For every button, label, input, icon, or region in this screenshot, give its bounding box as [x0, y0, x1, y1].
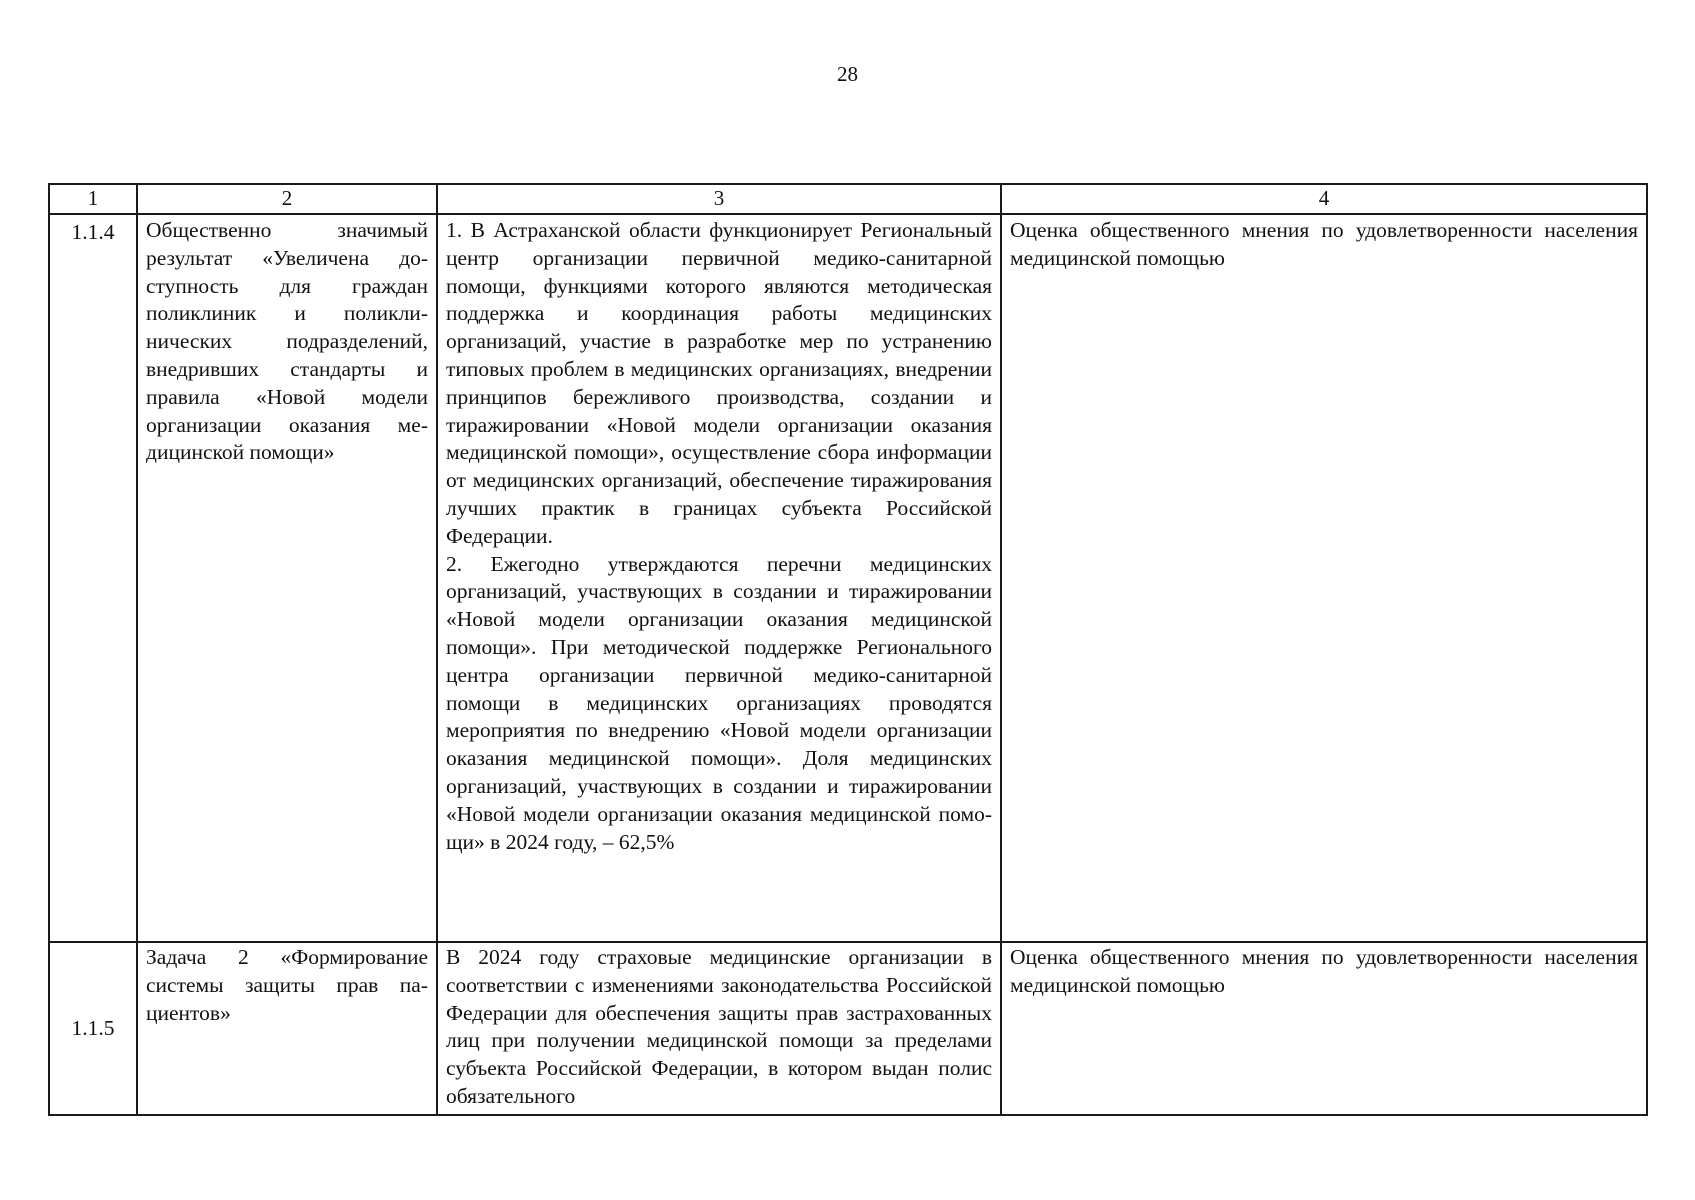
- column-header-2: 2: [137, 184, 437, 214]
- row-number-cell: 1.1.5: [49, 942, 137, 1115]
- evaluation-cell: Оценка общественного мнения по удовлетворенности населения медицинской помощью: [1001, 942, 1647, 1115]
- table-row: [49, 214, 1647, 942]
- implementation-cell: [437, 214, 1001, 942]
- table-header-row: [49, 184, 1647, 214]
- task-description-cell: Задача 2 «Формирование системы защиты прав пациентов»: [137, 942, 437, 1115]
- implementation-paragraph-2: 2. Ежегодно утверждаются перечни медицинских организаций, участвующих в создании и тиражировании «Новой модели организации оказания медицинской помощи». При методической поддержке Регионального центра организации первичной медико-санитарной помощи в медицинских организациях проводятся мероприятия по внедрению «Новой модели организации оказания медицинской помощи». Доля медицинских организаций, участвующих в создании и тиражировании «Новой модели организации оказания медицинской помощи» в 2024 году, – 62,5%: [446, 551, 992, 854]
- column-header-1: 1: [49, 184, 137, 214]
- report-table: [48, 183, 1648, 1116]
- evaluation-cell: Оценка общественного мнения по удовлетворенности населения медицинской помощью: [1001, 214, 1647, 942]
- result-description-cell: Общественно значимый результат «Увеличена доступность для граждан поликлиник и поликлинических подразделений, внедривших стандарты и правила «Новой модели организации оказания медицинской помощи»: [137, 214, 437, 942]
- row-number-cell: 1.1.4: [49, 214, 137, 942]
- implementation-cell: В 2024 году страховые медицинские организации в соответствии с изменениями законодательства Российской Федерации для обеспечения защиты прав застрахованных лиц при получении медицинской помощи за пределами субъекта Российской Федерации, в котором выдан полис обязательного: [437, 942, 1001, 1115]
- page-number: 28: [837, 62, 858, 86]
- table-row: [49, 942, 1647, 1115]
- column-header-3: 3: [437, 184, 1001, 214]
- implementation-paragraph-1: 1. В Астраханской области функционирует Региональный центр организации первичной медико-санитарной помощи, функциями которого являются методическая поддержка и координация работы медицинских организаций, участие в разработке мер по устранению типовых проблем в медицинских организациях, внедрении принципов бережливого производства, создании и тиражировании «Новой модели организации оказания медицинской помощи», осуществление сбора информации от медицинских организаций, обеспечение тиражирования лучших практик в границах субъекта Российской Федерации.: [446, 218, 992, 548]
- column-header-4: 4: [1001, 184, 1647, 214]
